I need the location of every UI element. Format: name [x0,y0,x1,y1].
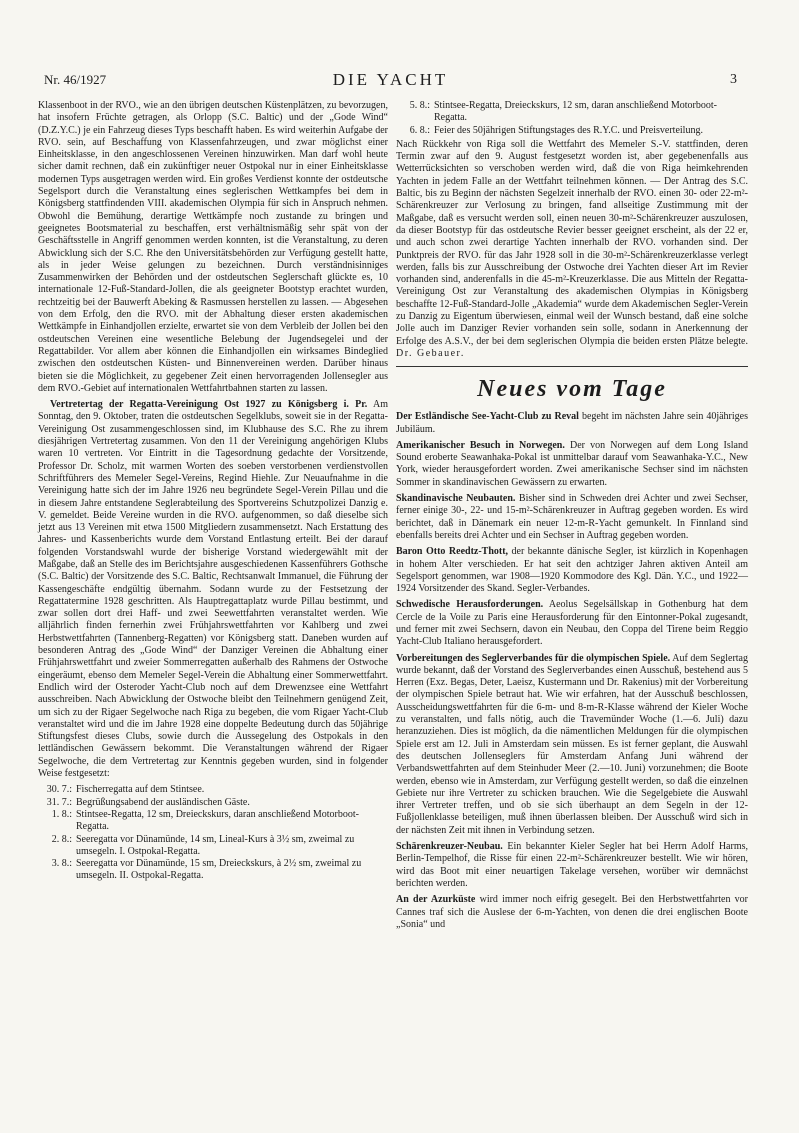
list-item [38,858,388,883]
list-item-date: 2. 8.: [51,833,72,845]
paragraph-klassenboot: Klassenboot in der RVO., wie an den übrigen deutschen Küstenplätzen, zu bevorzugen, hat insofern Früchte getragen, als Orlopp (S.C. Baltic) und der „Gode Wind“ (D.Z.Y.C.) je ein Fahrzeug dieses Typs beschafft haben. Es wird weiterhin Aufgabe der RVO. sein, auf Beschaffung von Klassenfahrzeugen, und zwar möglichst einer Einheitsklasse, in den angeschlossenen Vereinen hinzuwirken. Man darf wohl heute sicher damit rechnen, daß ein zukünftiger neuer Ostpokal nur in einer Einheitsklasse modernen Typs ausgetragen werden wird. Ein großes Verdienst konnte der ostdeutsche Segelsport durch die Veranstaltung eines seglerischen Wettkampfes bei dem in Königsberg stattfindenden VIII. akademischen Olympia für sich in Anspruch nehmen. Obwohl die Bemühung, derartige Wettkämpfe noch zustande zu bringen und geeignetes Bootsmaterial zu beschaffen, erst verhältnismäßig sehr spät von der Geschäftsstelle in Angriff genommen werden konnten, ist die Veranstaltung, zu deren Abwicklung sich der S.C. Rhe den Universitätsbehörden zur Verfügung gestellt hatte, als in jeder Weise gelungen zu bezeichnen. Durch verständnisinniges Zusammenwirken der Behörden und der ostdeutschen Seglerschaft glückte es, 10 internationale 12-Fuß-Standard-Jollen, die als geeigneter Bootstyp erachtet wurden, rechtzeitig bei der Bauwerft Abeking & Rasmussen herstellen zu lassen. — Abgesehen von dem Erfolg, den die RVO. mit der Abhaltung dieser ersten akademischen Wettkämpfe in Einhandjollen erzielte, erwartet sie von dem Verbleib der Jollen bei den ostdeutschen Vereinen eine wesentliche Belebung der Jugendsegelei und der Regattabilder. Vor allem aber können die Einhandjollen ein wirksames Bindeglied zwischen den ostdeutschen Küsten- und Binnenvereinen werden. Darüber hinaus bieten sie die Möglichkeit, zu gegebener Zeit einen hervorragenden Jollensegler aus dem RVO.-Gebiet auf internationalen Wettfahrtbahnen starten zu lassen. [38,100,388,394]
news-body: der bekannte dänische Segler, ist kürzlich in Kopenhagen in hohem Alter verschieden. Er hat seit den achtziger Jahren aktiven Anteil am Segelsport genommen, war 1908—1920 Kommodore des Kgl. Dän. Y.C., und 1922—1924 Vorsitzender des Skand. Segler-Verbandes. [396,546,748,595]
news-heading: Baron Otto Reedtz-Thott, [396,546,509,558]
list-item-date: 1. 8.: [51,808,72,820]
list-item-date: 5. 8.: [409,100,430,111]
list-item [38,784,388,796]
news-heading: Schärenkreuzer-Neubau. [396,841,503,853]
news-body: Aeolus Segelsällskap in Gothenburg hat dem Cercle de la Voile zu Paris eine Herausforderung für den Eintonner-Pokal zugesandt, und ferner mit zwei Sechsern, davon ein Neubau, den Coppa del Tirene beim Reggio Yacht-Club Italiano herausgefordert. [396,599,748,648]
list-item-text: Stintsee-Regatta, Dreieckskurs, 12 sm, daran anschließend Motorboot-Regatta. [434,100,717,124]
news-item [396,546,748,595]
news-item [396,894,748,931]
page-header [44,70,737,92]
regatta-schedule-list [38,784,388,882]
list-item [396,125,748,137]
news-heading: Der Estländische See-Yacht-Club zu Reval [396,411,579,423]
list-item [396,100,748,125]
paragraph-body: Am Sonntag, den 9. Oktober, traten die ostdeutschen Segelklubs, soweit sie in der Regatta-Vereinigung Ost zusammengeschlossen sind, im Klubhause des S.C. Rhe zu ihrem diesjährigen Vertretertag zusammen. Von den 11 der Vereinigung angehörigen Klubs waren 10 vertreten. Vor Eintritt in die Tagesordnung gedachte der Vorsitzende, Professor Dr. Scholz, mit warmen Worten des soeben verstorbenen verdienstvollen Schriftführers des Memeler Segel-Vereins, Regind Hiehle. Zur Neuaufnahme in die Vereinigung hatte sich der im Jahre 1926 neu begründete Segel-Verein Pillau und die in diesem Jahre entstandene Seglerabteilung des Sportvereins Schutzpolizei Danzig e. V. gemeldet. Beide Vereine wurden in die RVO. aufgenommen, so daß dieselbe sich jetzt aus 13 Vereinen mit etwa 1500 Mitgliedern zusammensetzt. Nach Erstattung des Jahres- und Kassenberichts wurde dem Vorstand Entlastung erteilt. Bei der darauf folgenden Vorstandswahl wurde der bisherige Vorstand wiedergewählt mit der Maßgabe, daß an Stelle des im Berichtsjahre ausgeschiedenen Kassenführers Gothsche (S.C. Baltic) der Vorsitzende des S.C. Baltic, Rechtsanwalt Immanuel, die Führung der Kassengeschäfte endgültig übernahm. Sodann wurde zu der Festsetzung der Regattatermine 1928 geschritten. Als Hauptregattaplatz wurde Pillau bestimmt, und zwar sollen dort drei Haff- und zwei Seewettfahrten veranstaltet werden. Wie alljährlich finden fernerhin zwei Frühjahrswettfahrten vor Kahlberg und zwei Herbstwettfahrten (Tannenberg-Regatten) vor Königsberg statt. Daneben wurden auf besonderen Antrag des „Gode Wind“ der Danziger Vereinen die Abhaltung einer Frühjahrswettfahrt und zweier Sommerregatten außerhalb des Rahmens der Ostwoche eingeräumt, ebenso dem Memeler Segel-Verein die Abhaltung einer Sommerwettfahrt. Endlich wird der Osteroder Yacht-Club noch auf dem Drewenzsee eine Wettfahrt ausschreiben. Nach Abwicklung der Ostwoche bleibt den Teilnehmern genügend Zeit, um sich zu der Rigaer Segelwoche nach Riga zu begeben, die vom Rigaer Yacht-Club veranstaltet wird und die im Jahre 1928 eine doppelte Bedeutung durch das 50jährige Stiftungsfest dieses Clubs, sowie durch die Aussegelung des Ostpokals in den lettländischen Gewässern bekommt. Die Veranstaltungen während der Rigaer Segelwoche, die dem Vertretertag zur Kenntnis gegeben wurden, sind in folgender Weise festgesetzt: [38,399,389,780]
news-heading: An der Azurküste [396,894,476,906]
list-item [38,797,388,809]
news-body: Bisher sind in Schweden drei Achter und zwei Sechser, ferner einige 30-, 22- und 15-m²-Schärenkreuzer in Auftrag gegeben worden. Es wird berichtet, daß in Dänemark ein neuer 12-m-R-Yacht gemunkelt. In Finnland sind ebenfalls bereits drei Achter und ein Sechser in Auftrag gegeben worden. [396,493,748,541]
news-body: Ein bekannter Kieler Segler hat bei Herrn Adolf Harms, Berlin-Tempelhof, die Risse für einen 22-m²-Schärenkreuzer bestellt. Wie wir hören, wird das Boot mit einer neuartigen Takelage versehen, worüber wir demnächst berichten werden. [396,841,748,889]
list-item-date: 6. 8.: [409,124,430,136]
paragraph-vertretertag [38,399,388,780]
list-item-text: Feier des 50jährigen Stiftungstages des R.Y.C. und Preisverteilung. [434,124,703,136]
news-heading: Skandinavische Neubauten. [396,493,516,505]
news-list [396,411,748,931]
news-item [396,493,748,542]
news-item [396,411,748,436]
author-signature: Dr. Gebauer. [396,347,465,359]
list-item-text: Begrüßungsabend der ausländischen Gäste. [76,796,250,808]
list-item [38,809,388,834]
news-body: begeht im nächsten Jahre sein 40jähriges Jubiläum. [396,411,748,435]
regatta-schedule-list-continued [396,100,748,137]
list-item-text: Stintsee-Regatta, 12 sm, Dreieckskurs, daran anschließend Motorboot-Regatta. [76,808,359,833]
left-column [38,100,388,885]
list-item-text: Seeregatta vor Dünamünde, 14 sm, Lineal-Kurs à 3½ sm, zweimal zu umsegeln. I. Ostpokal-Regatta. [76,833,355,857]
news-body: Der von Norwegen auf dem Long Island Sound eroberte Seawanhaka-Pokal ist unmittelbar darauf vom Seawanhaka-Y.C., New York, wieder herausgefordert worden. Zwei amerikanische Sechser sind im nächsten Sommer in skandinavischen Gewässern zu erwarten. [396,439,748,488]
news-item [396,653,748,837]
section-divider [396,366,748,367]
news-item [396,440,748,489]
list-item-date: 30. 7.: [46,784,72,796]
paragraph-body: Nach Rückkehr von Riga soll die Wettfahrt des Memeler S.-V. stattfinden, deren Termin zwar auf den 9. August festgesetzt worden ist, aber gegebenenfalls aus Wetterrücksichten so verschoben werden wird, daß die von Riga heimkehrenden Yachten in jedem Falle an der Wettfahrt teilnehmen können. — Der Antrag des S.C. Baltic, bis zu Beginn der nächsten Segelzeit innerhalb der RVO. einen 30- oder 22-m²-Schärenkreuzer zur Verlosung zu bringen, fand allseitige Zustimmung mit der Maßgabe, daß es versucht werden soll, einen neuen 30-m²-Schärenkreuzer auszulosen, da dieser Bootstyp für das ostdeutsche Revier besser geeignet erscheint, als der 22 er, und auch schon zwei derartige Yachten innerhalb der RVO. vorhanden sind. Der Punktpreis der RVO. für das Jahr 1928 soll in die 30-m²-Schärenkreuzerklasse verlegt werden, falls bis zur Ausschreibung der Ostwoche drei Yachten dieser Art im Revier vorhanden sind, anderenfalls in die 45-m²-Kreuzerklasse. Die aus Mitteln der Regatta-Vereinigung Ost zur Veranstaltung des akademischen Olympias in Königsberg beschaffte 12-Fuß-Standard-Jolle „Akademia“ wurde dem Akademischen Segler-Verein zu Danzig zu Eigentum überwiesen, einmal weil der Wunsch bestand, daß eine solche Jolle auch im Danziger Revier vorhanden sein solle, sodann in Anerkennung der Erfolge des A.S.V., der bei dem seglerischen Olympia die beiden ersten Plätze belegte. [396,138,748,347]
list-item [38,834,388,859]
news-heading: Amerikanischer Besuch in Norwegen. [396,439,565,451]
section-title: Neues vom Tage [477,376,667,403]
list-item-text: Fischerregatta auf dem Stintsee. [76,784,205,796]
page-number: 3 [730,72,737,87]
news-heading: Vorbereitungen des Seglerverbandes für die olympischen Spiele. [396,652,671,664]
news-body: Auf dem Seglertag wurde bekannt, daß der Vorstand des Seglerverbandes einen Ausschuß, bestehend aus 5 Herren (Exz. Begas, Deter, Laeisz, Kustermann und Dr. Rakenius) mit der Vorbereitung der olympischen Spiele betraut hat. Wie wir erfahren, hat der Ausschuß beschlossen, Ausscheidungswettfahrten für die 6-m- und 8-m-R-Klasse während der Kieler Woche zu veranstalten, und falls nötig, auch die Travemünder Woche (1.—6. Juli) dazu heranzuziehen. Dies ist möglich, da die nämentlichen Meldungen für die olympischen Spiele erst am 12. Juli in Amsterdam sein müssen. Es ist ferner geplant, die Auswahl des deutschen Jollenseglers für Amsterdam Anfang Juni während der Verbandswettfahrten auf dem Steinhuder Meer (2.—10. Juni) vorzunehmen; die Boote werden, ebenso wie in Amsterdam, zur Verfügung gestellt werden, so daß die einzelnen Gebiete nur ihre Vertreter zu schicken brauchen. Wie die Segelgebiete die Auswahl ihrer Vertreter treffen, und ob sie sich überhaupt an dem Segeln in der 12-Fußjollenklasse beteiligen, muß ihnen überlassen bleiben. Der Ausschuß wird sich in der nächsten Zeit mit ihnen in Verbindung setzen. [396,652,748,836]
paragraph-rueckkehr [396,139,748,360]
list-item-date: 31. 7.: [46,796,72,808]
paragraph-heading: Vertretertag der Regatta-Vereinigung Ost 1927 zu Königsberg i. Pr. [50,399,368,411]
news-heading: Schwedische Herausforderungen. [396,599,544,611]
right-column [396,100,748,935]
news-body: wird immer noch eifrig gesegelt. Bei den Herbstwettfahrten vor Cannes traf sich die Auslese der 6-m-Yachten, von denen die drei englischen Boote „Sonia“ und [396,894,748,930]
issue-number: Nr. 46/1927 [44,72,107,87]
list-item-text: Seeregatta vor Dünamünde, 15 sm, Dreieckskurs, à 2½ sm, zweimal zu umsegeln. II. Ostpokal-Regatta. [76,858,362,882]
news-item [396,599,748,648]
news-item [396,841,748,890]
list-item-date: 3. 8.: [51,858,72,870]
masthead: DIE YACHT [332,70,449,89]
